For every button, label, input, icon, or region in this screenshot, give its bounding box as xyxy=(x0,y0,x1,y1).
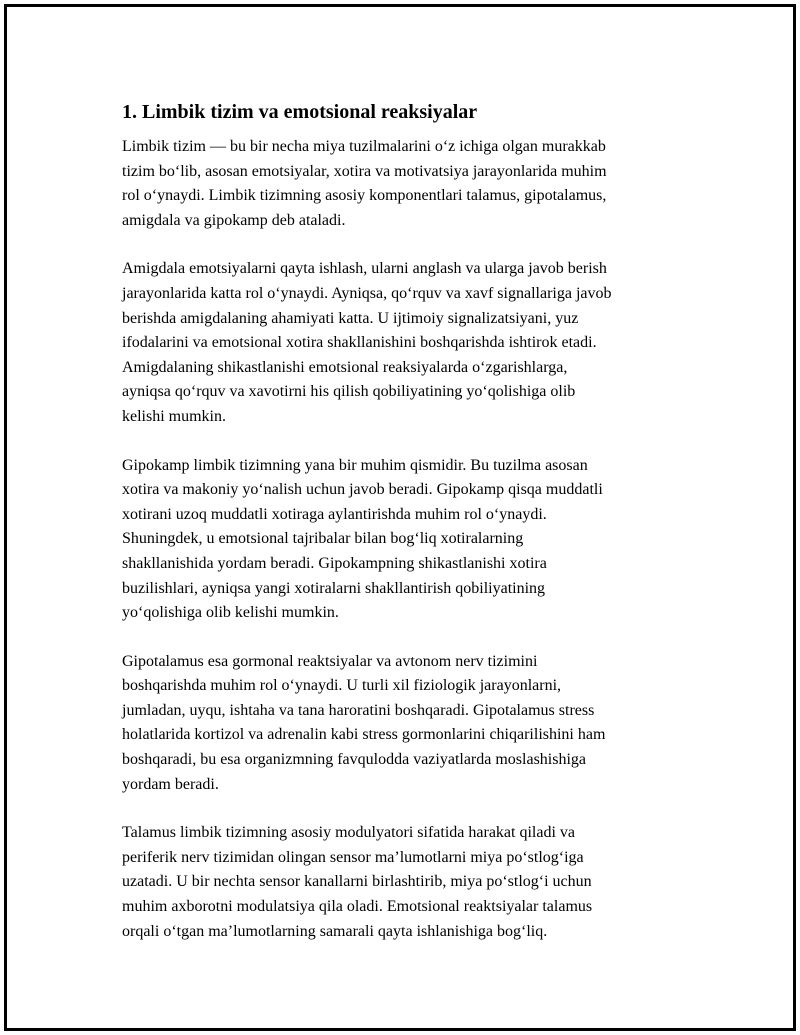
text-line: xotira va makoniy yoʻnalish uchun javob beradi. Gipokamp qisqa muddatli xyxy=(122,481,603,499)
text-line: Talamus limbik tizimning asosiy modulyatori sifatida harakat qiladi va xyxy=(122,824,576,842)
paragraph-hippocampus xyxy=(122,454,697,626)
text-line: Limbik tizim — bu bir necha miya tuzilmalarini oʻz ichiga olgan murakkab xyxy=(122,138,606,155)
text-line: ifodalarini va emotsional xotira shakllanishini boshqarishda ishtirok etadi. xyxy=(122,334,597,352)
text-line: periferik nerv tizimidan olingan sensor maʼlumotlarni miya poʻstlogʻiga xyxy=(122,848,584,866)
text-line: jarayonlarida katta rol oʻynaydi. Ayniqsa, qoʻrquv va xavf signallariga javob xyxy=(122,284,612,302)
paragraph-hypothalamus xyxy=(122,650,697,798)
section-heading: 1. Limbik tizim va emotsional reaksiyalar xyxy=(122,101,478,123)
text-line: Gipotalamus esa gormonal reaktsiyalar va avtonom nerv tizimini xyxy=(122,652,538,670)
text-line: ayniqsa qoʻrquv va xavotirni his qilish qobiliyatining yoʻqolishiga olib xyxy=(122,383,576,401)
text-line: tizim boʻlib, asosan emotsiyalar, xotira va motivatsiya jarayonlarida muhim xyxy=(122,162,607,180)
text-line: boshqaradi, bu esa organizmning favqulodda vaziyatlarda moslashishiga xyxy=(122,751,587,769)
text-line: amigdala va gipokamp deb ataladi. xyxy=(122,211,346,229)
text-line: Amigdalaning shikastlanishi emotsional reaksiyalarda oʻzgarishlarga, xyxy=(122,358,568,376)
paragraph-amygdala xyxy=(122,257,697,429)
document-body xyxy=(122,99,697,968)
text-line: Shuningdek, u emotsional tajribalar bilan bogʻliq xotiralarning xyxy=(122,530,524,548)
text-line: jumladan, uyqu, ishtaha va tana haroratini boshqaradi. Gipotalamus stress xyxy=(122,701,595,719)
text-line: Gipokamp limbik tizimning yana bir muhim qismidir. Bu tuzilma asosan xyxy=(122,456,588,474)
text-line: rol oʻynaydi. Limbik tizimning asosiy komponentlari talamus, gipotalamus, xyxy=(122,187,607,205)
text-line: yordam beradi. xyxy=(122,775,219,793)
text-line: orqali oʻtgan maʼlumotlarning samarali qayta ishlanishiga bogʻliq. xyxy=(122,922,548,940)
text-line: kelishi mumkin. xyxy=(122,407,226,425)
text-line: shakllanishida yordam beradi. Gipokampning shikastlanishi xotira xyxy=(122,554,547,572)
text-line: uzatadi. U bir nechta sensor kanallarni birlashtirib, miya poʻstlogʻi uchun xyxy=(122,873,592,891)
text-line: Amigdala emotsiyalarni qayta ishlash, ularni anglash va ularga javob berish xyxy=(122,260,607,278)
text-line: berishda amigdalaning ahamiyati katta. U ijtimoiy signalizatsiyani, yuz xyxy=(122,309,579,327)
text-line: yoʻqolishiga olib kelishi mumkin. xyxy=(122,604,339,622)
page-frame xyxy=(4,4,796,1031)
text-line: boshqarishda muhim rol oʻynaydi. U turli xil fiziologik jarayonlarni, xyxy=(122,677,562,695)
text-line: xotirani uzoq muddatli xotiraga aylantirishda muhim rol oʻynaydi. xyxy=(122,505,547,523)
text-line: buzilishlari, ayniqsa yangi xotiralarni shakllantirish qobiliyatining xyxy=(122,579,546,597)
text-line: holatlarida kortizol va adrenalin kabi stress gormonlarini chiqarilishini ham xyxy=(122,726,606,744)
text-line: muhim axborotni modulatsiya qila oladi. Emotsional reaktsiyalar talamus xyxy=(122,898,593,916)
paragraph-thalamus xyxy=(122,821,697,944)
paragraph-limbic-system xyxy=(122,135,697,233)
